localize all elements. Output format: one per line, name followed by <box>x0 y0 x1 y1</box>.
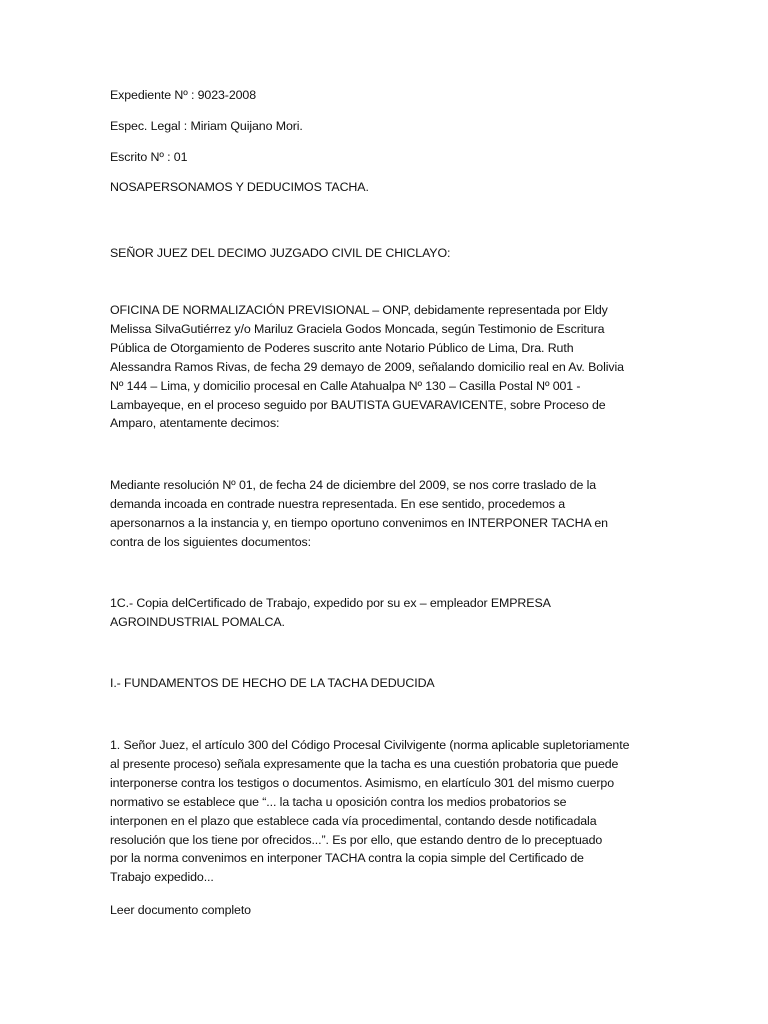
sumilla-line: NOSAPERSONAMOS Y DEDUCIMOS TACHA. <box>110 180 369 194</box>
intro-paragraph <box>110 301 655 433</box>
addressee-line: SEÑOR JUEZ DEL DECIMO JUZGADO CIVIL DE CHICLAYO: <box>110 246 451 260</box>
fundamento-line: 1. Señor Juez, el artículo 300 del Código Procesal Civilvigente (norma aplicable supletoriamente <box>110 738 630 752</box>
item-paragraph <box>110 594 655 632</box>
fundamento-line: normativo se establece que “... la tacha u oposición contra los medios probatorios se <box>110 794 567 809</box>
section-heading: I.- FUNDAMENTOS DE HECHO DE LA TACHA DEDUCIDA <box>110 676 435 690</box>
intro-line: Lambayeque, en el proceso seguido por BAUTISTA GUEVARAVICENTE, sobre Proceso de <box>110 397 606 412</box>
fundamento-paragraph <box>110 736 655 887</box>
fundamento-line: resolución que los tiene por ofrecidos...”. Es por ello, que estando dentro de lo preceptuado <box>110 832 603 847</box>
intro-line: Pública de Otorgamiento de Poderes suscrito ante Notario Público de Lima, Dra. Ruth <box>110 340 574 355</box>
intro-line: Alessandra Ramos Rivas, de fecha 29 demayo de 2009, señalando domicilio real en Av. Bolivia <box>110 359 624 374</box>
expediente-line: Expediente Nº : 9023-2008 <box>110 88 257 102</box>
resolution-paragraph <box>110 476 655 552</box>
especialista-line: Espec. Legal : Miriam Quijano Mori. <box>110 119 303 133</box>
escrito-line: Escrito Nº : 01 <box>110 150 188 164</box>
fundamento-line: interponerse contra los testigos o documentos. Asimismo, en elartículo 301 del mismo cuerpo <box>110 775 614 790</box>
intro-line: Nº 144 – Lima, y domicilio procesal en Calle Atahualpa Nº 130 – Casilla Postal Nº 001 - <box>110 378 581 393</box>
fundamento-line: por la norma convenimos en interponer TACHA contra la copia simple del Certificado de <box>110 851 584 866</box>
item-line: 1C.- Copia delCertificado de Trabajo, expedido por su ex – empleador EMPRESA <box>110 596 551 610</box>
item-line: AGROINDUSTRIAL POMALCA. <box>110 614 285 629</box>
resolution-line: demanda incoada en contrade nuestra representada. En ese sentido, procedemos a <box>110 496 566 511</box>
fundamento-line: Trabajo expedido... <box>110 870 214 885</box>
resolution-line: apersonarnos a la instancia y, en tiempo oportuno convenimos en INTERPONER TACHA en <box>110 515 608 530</box>
intro-line: OFICINA DE NORMALIZACIÓN PREVISIONAL – ONP, debidamente representada por Eldy <box>110 303 608 317</box>
resolution-line: Mediante resolución Nº 01, de fecha 24 de diciembre del 2009, se nos corre traslado de la <box>110 478 597 492</box>
fundamento-line: al presente proceso) señala expresamente que la tacha es una cuestión probatoria que puede <box>110 756 619 771</box>
intro-line: Amparo, atentamente decimos: <box>110 416 280 431</box>
fundamento-line: interponen en el plazo que establece cada vía procedimental, contando desde notificadala <box>110 813 597 828</box>
resolution-line: contra de los siguientes documentos: <box>110 534 311 549</box>
read-full-document-link[interactable]: Leer documento completo <box>110 903 251 917</box>
intro-line: Melissa SilvaGutiérrez y/o Mariluz Graciela Godos Moncada, según Testimonio de Escritura <box>110 321 605 336</box>
